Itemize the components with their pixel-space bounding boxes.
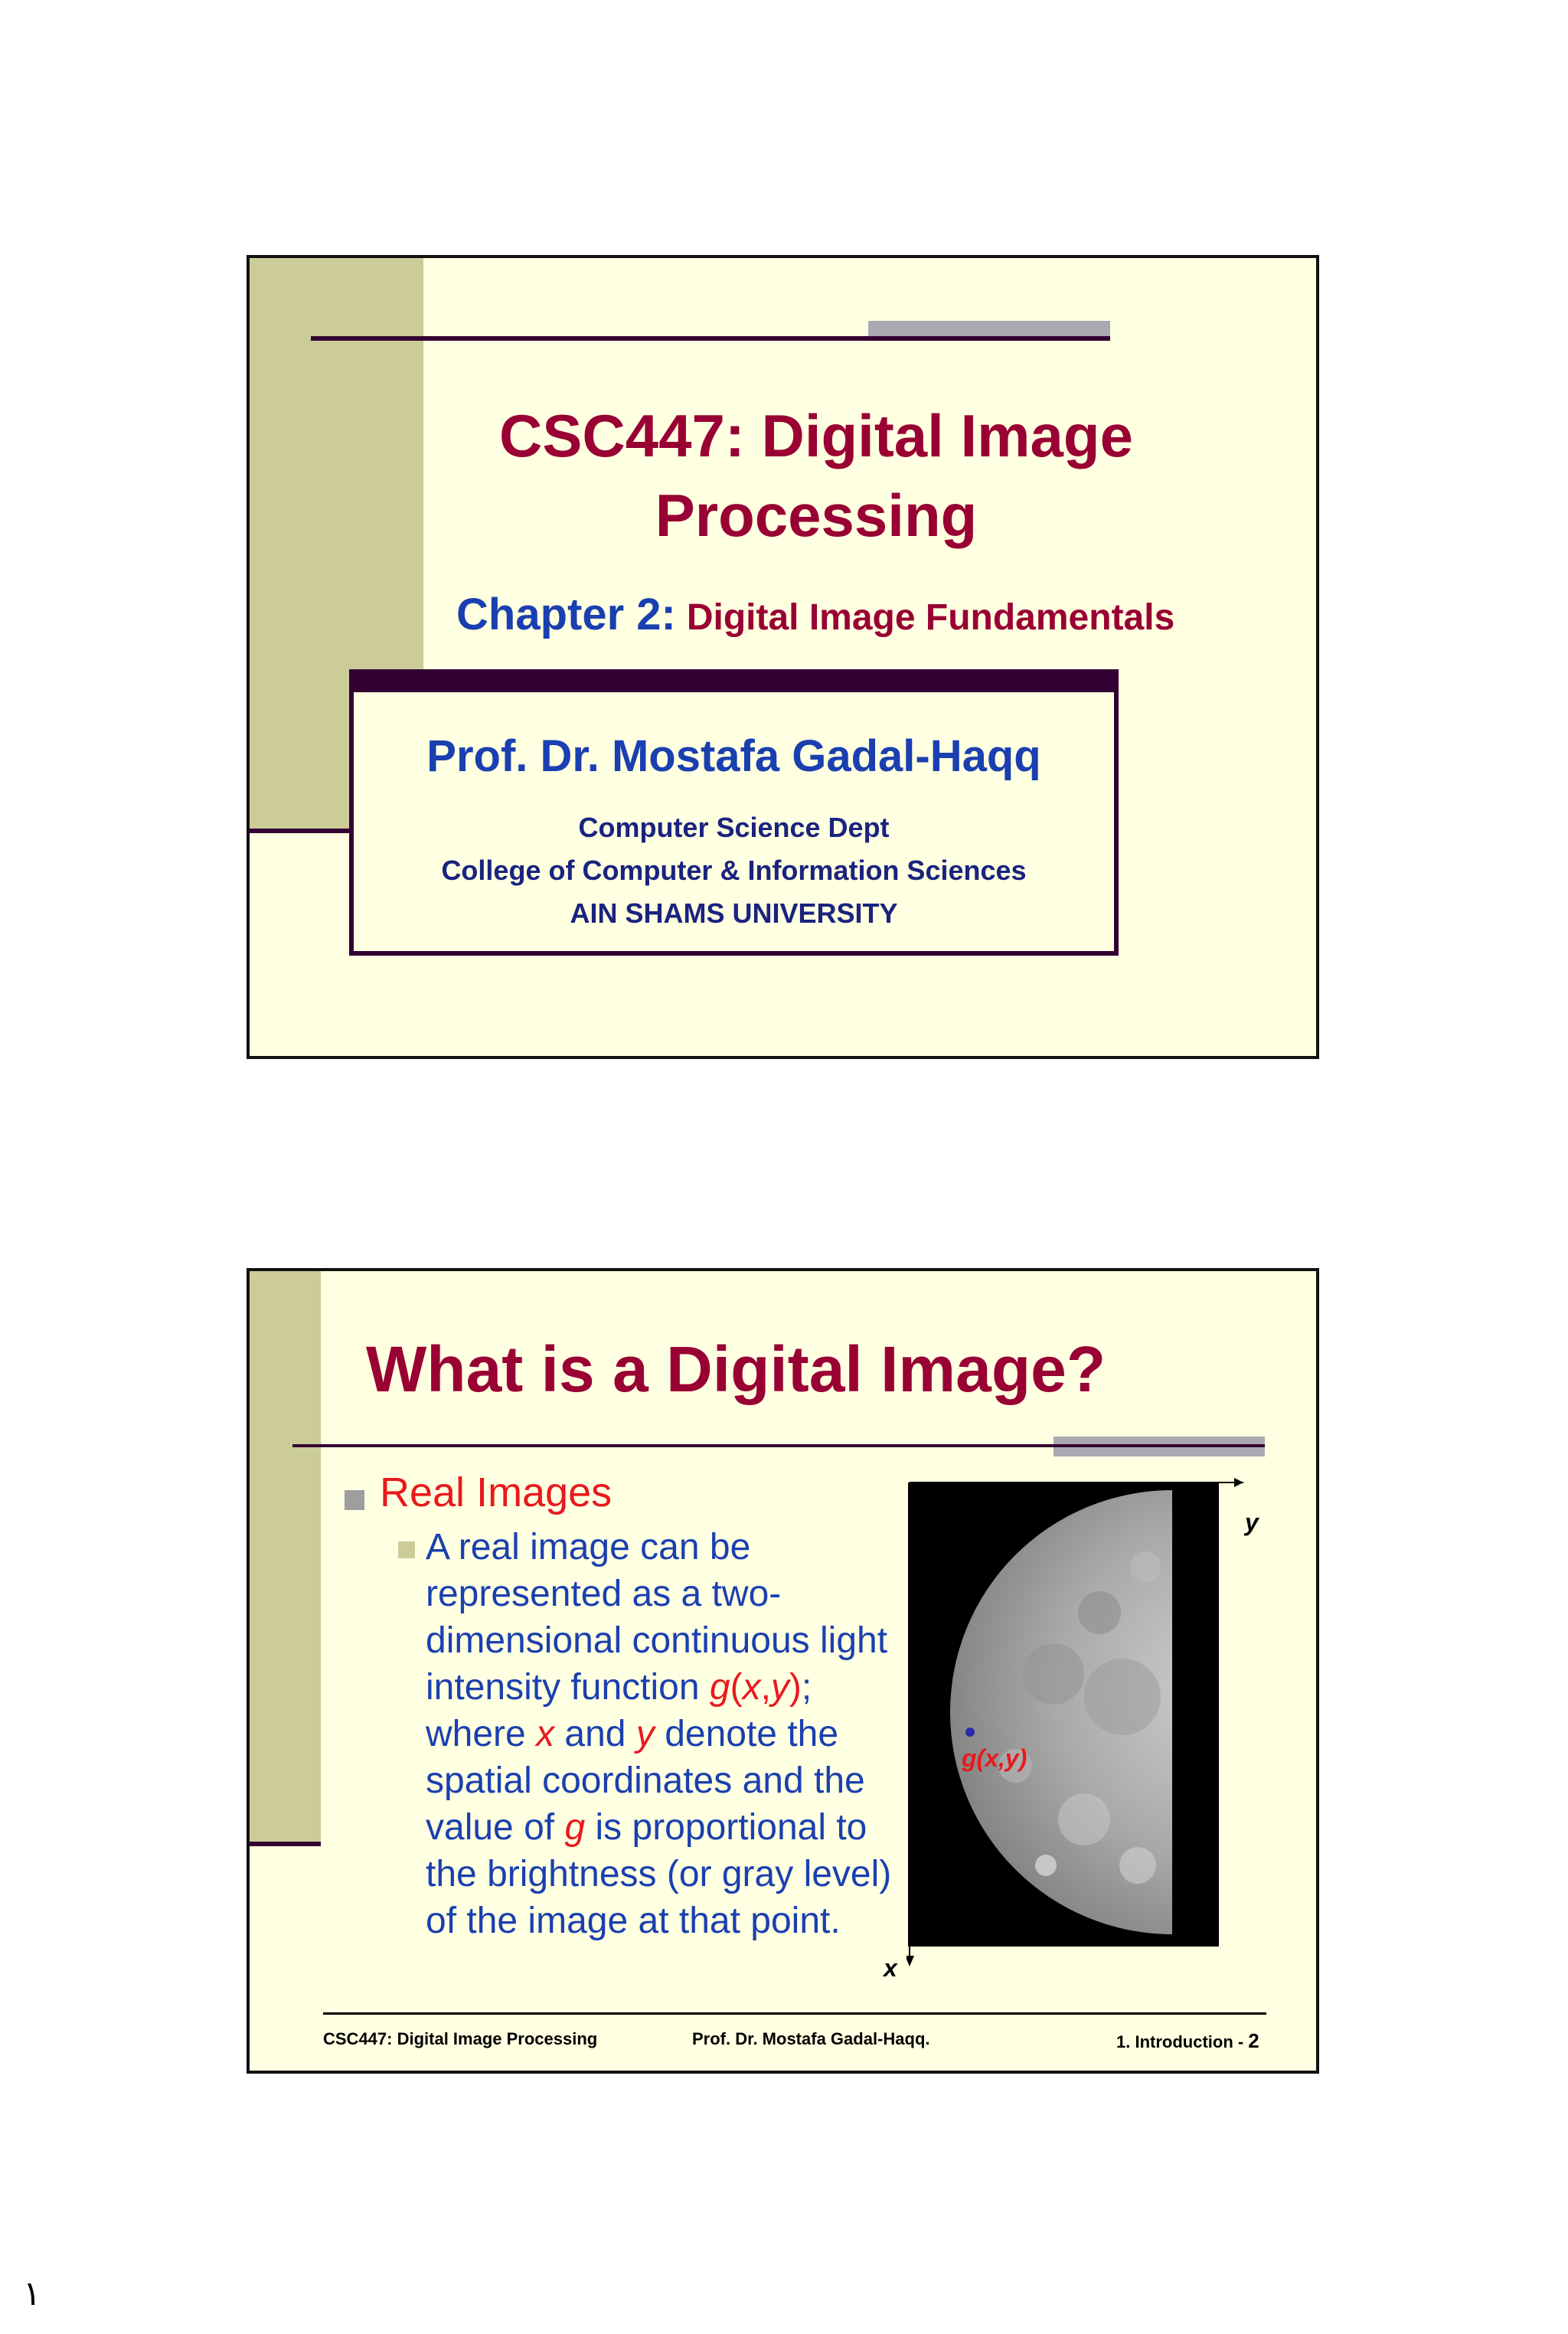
author-box bbox=[349, 669, 1119, 956]
slide-digital-image bbox=[247, 1268, 1319, 2074]
axes-arrows bbox=[906, 1478, 1243, 1968]
course-title: CSC447: Digital Image Processing bbox=[499, 402, 1133, 549]
x-symbol: x bbox=[742, 1667, 761, 1708]
accent-bar bbox=[1054, 1437, 1265, 1456]
university: AIN SHAMS UNIVERSITY bbox=[570, 897, 898, 929]
slide-title bbox=[247, 255, 1319, 1059]
g-symbol: g bbox=[709, 1667, 730, 1708]
footer-section-label: 1. Introduction - bbox=[1116, 2032, 1244, 2051]
axis-y-label: y bbox=[1245, 1509, 1259, 1536]
definition-part: is proportional to the brightness (or gray level) of the image at that point. bbox=[426, 1807, 892, 1941]
point-marker bbox=[965, 1728, 975, 1737]
page-number: ١ bbox=[23, 2274, 41, 2313]
footer-author: Prof. Dr. Mostafa Gadal-Haqq. bbox=[692, 2029, 930, 2048]
chapter-label: Chapter 2: bbox=[456, 590, 676, 639]
comma: , bbox=[760, 1667, 771, 1708]
and-text: and bbox=[554, 1714, 636, 1754]
side-band-foot bbox=[250, 1842, 321, 1846]
paren-open: ( bbox=[730, 1667, 743, 1708]
point-label: g(x,y) bbox=[962, 1744, 1027, 1772]
chapter-title: Digital Image Fundamentals bbox=[686, 597, 1175, 638]
y-symbol: y bbox=[770, 1667, 789, 1708]
x-symbol: x bbox=[536, 1714, 555, 1754]
function-notation bbox=[710, 1667, 802, 1708]
chapter-heading bbox=[456, 589, 1298, 640]
y-symbol: y bbox=[635, 1714, 655, 1754]
paren-close: ) bbox=[789, 1667, 802, 1708]
sub-bullet-square-icon bbox=[398, 1541, 415, 1558]
y-arrow-icon bbox=[1234, 1478, 1243, 1487]
bullet-label: Real Images bbox=[380, 1469, 612, 1515]
g-symbol: g bbox=[564, 1807, 586, 1848]
definition-part: A real image can be represented as a two-dimensional continuous light intensity function bbox=[426, 1527, 888, 1708]
accent-bar bbox=[868, 321, 1110, 341]
side-band bbox=[250, 1271, 321, 1842]
axis-x-label: x bbox=[884, 1954, 897, 1982]
bullet-square-icon bbox=[345, 1490, 364, 1510]
author-name: Prof. Dr. Mostafa Gadal-Haqq bbox=[426, 731, 1041, 781]
side-band-foot bbox=[250, 829, 353, 833]
footer-rule bbox=[323, 2012, 1266, 2015]
definition-text bbox=[426, 1524, 916, 1944]
slide-number: 2 bbox=[1248, 2029, 1259, 2052]
bullet-real-images bbox=[345, 1469, 612, 1516]
college: College of Computer & Information Sciences bbox=[441, 855, 1027, 886]
where-text: ; where bbox=[426, 1667, 812, 1754]
slide-title-heading: What is a Digital Image? bbox=[366, 1333, 1106, 1405]
department: Computer Science Dept bbox=[578, 812, 890, 843]
footer-course: CSC447: Digital Image Processing bbox=[323, 2029, 598, 2048]
definition-part: denote the spatial coordinates and the value of bbox=[426, 1714, 865, 1848]
footer-section bbox=[1116, 2029, 1259, 2053]
